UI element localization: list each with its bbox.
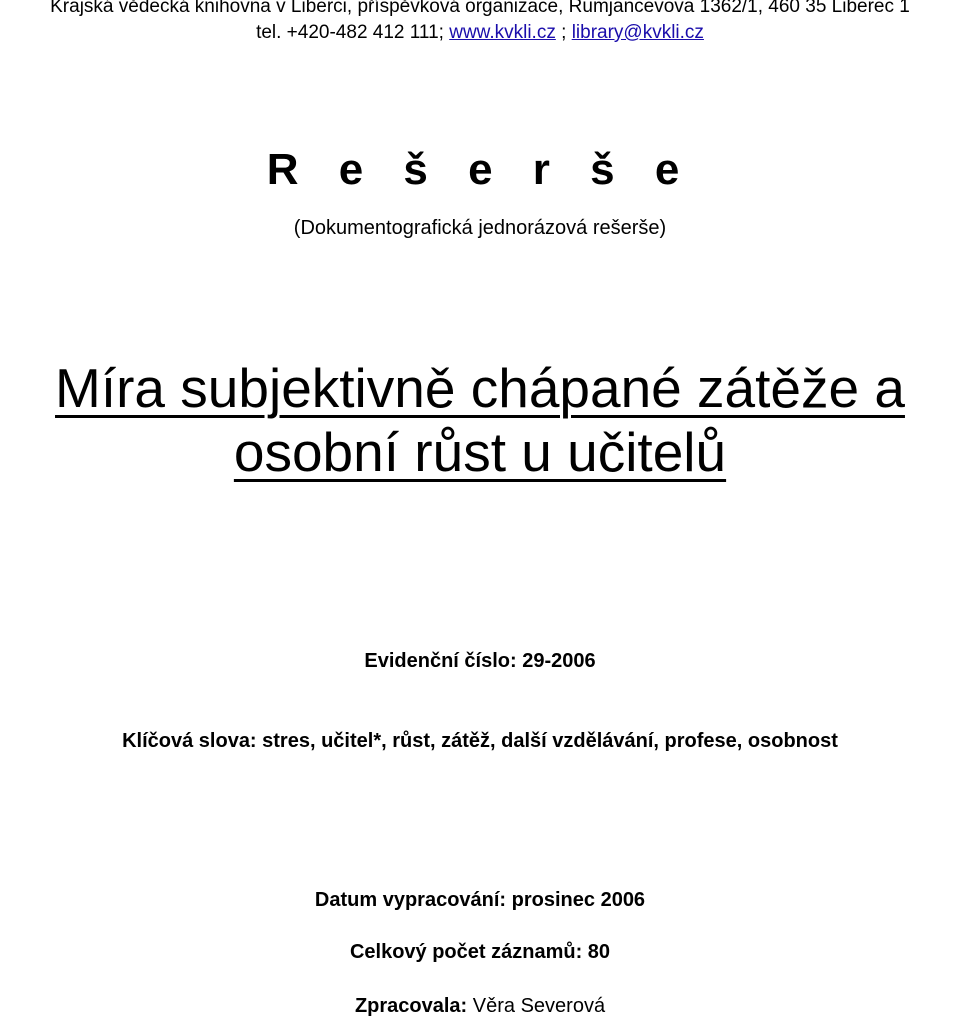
document-heading: R e š e r š e	[266, 145, 694, 194]
document-title-line-1: Míra subjektivně chápané zátěže a	[55, 357, 905, 419]
keywords: Klíčová slova: stres, učitel*, růst, zátěž, další vzdělávání, profese, osobnost	[122, 730, 838, 752]
library-contact-line	[0, 20, 960, 46]
compiled-by	[0, 992, 960, 1020]
contact-separator: ;	[561, 22, 567, 43]
compiled-by-name: Věra Severová	[472, 995, 606, 1017]
record-count: Celkový počet záznamů: 80	[349, 941, 611, 963]
library-phone: tel. +420-482 412 111;	[256, 22, 444, 43]
library-email-link[interactable]: library@kvkli.cz	[571, 22, 704, 43]
library-address: Krajská vědecká knihovna v Liberci, příspěvková organizace, Rumjancevova 1362/1, 460 35 Liberec 1	[50, 0, 910, 17]
document-subheading: (Dokumentografická jednorázová rešerše)	[293, 217, 667, 239]
library-web-link[interactable]: www.kvkli.cz	[449, 22, 556, 43]
document-title-line-2: osobní růst u učitelů	[233, 421, 727, 483]
compiled-by-label: Zpracovala:	[354, 995, 468, 1017]
processing-date: Datum vypracování: prosinec 2006	[314, 889, 646, 911]
evidence-number: Evidenční číslo: 29-2006	[364, 650, 596, 672]
document-title	[0, 356, 960, 484]
